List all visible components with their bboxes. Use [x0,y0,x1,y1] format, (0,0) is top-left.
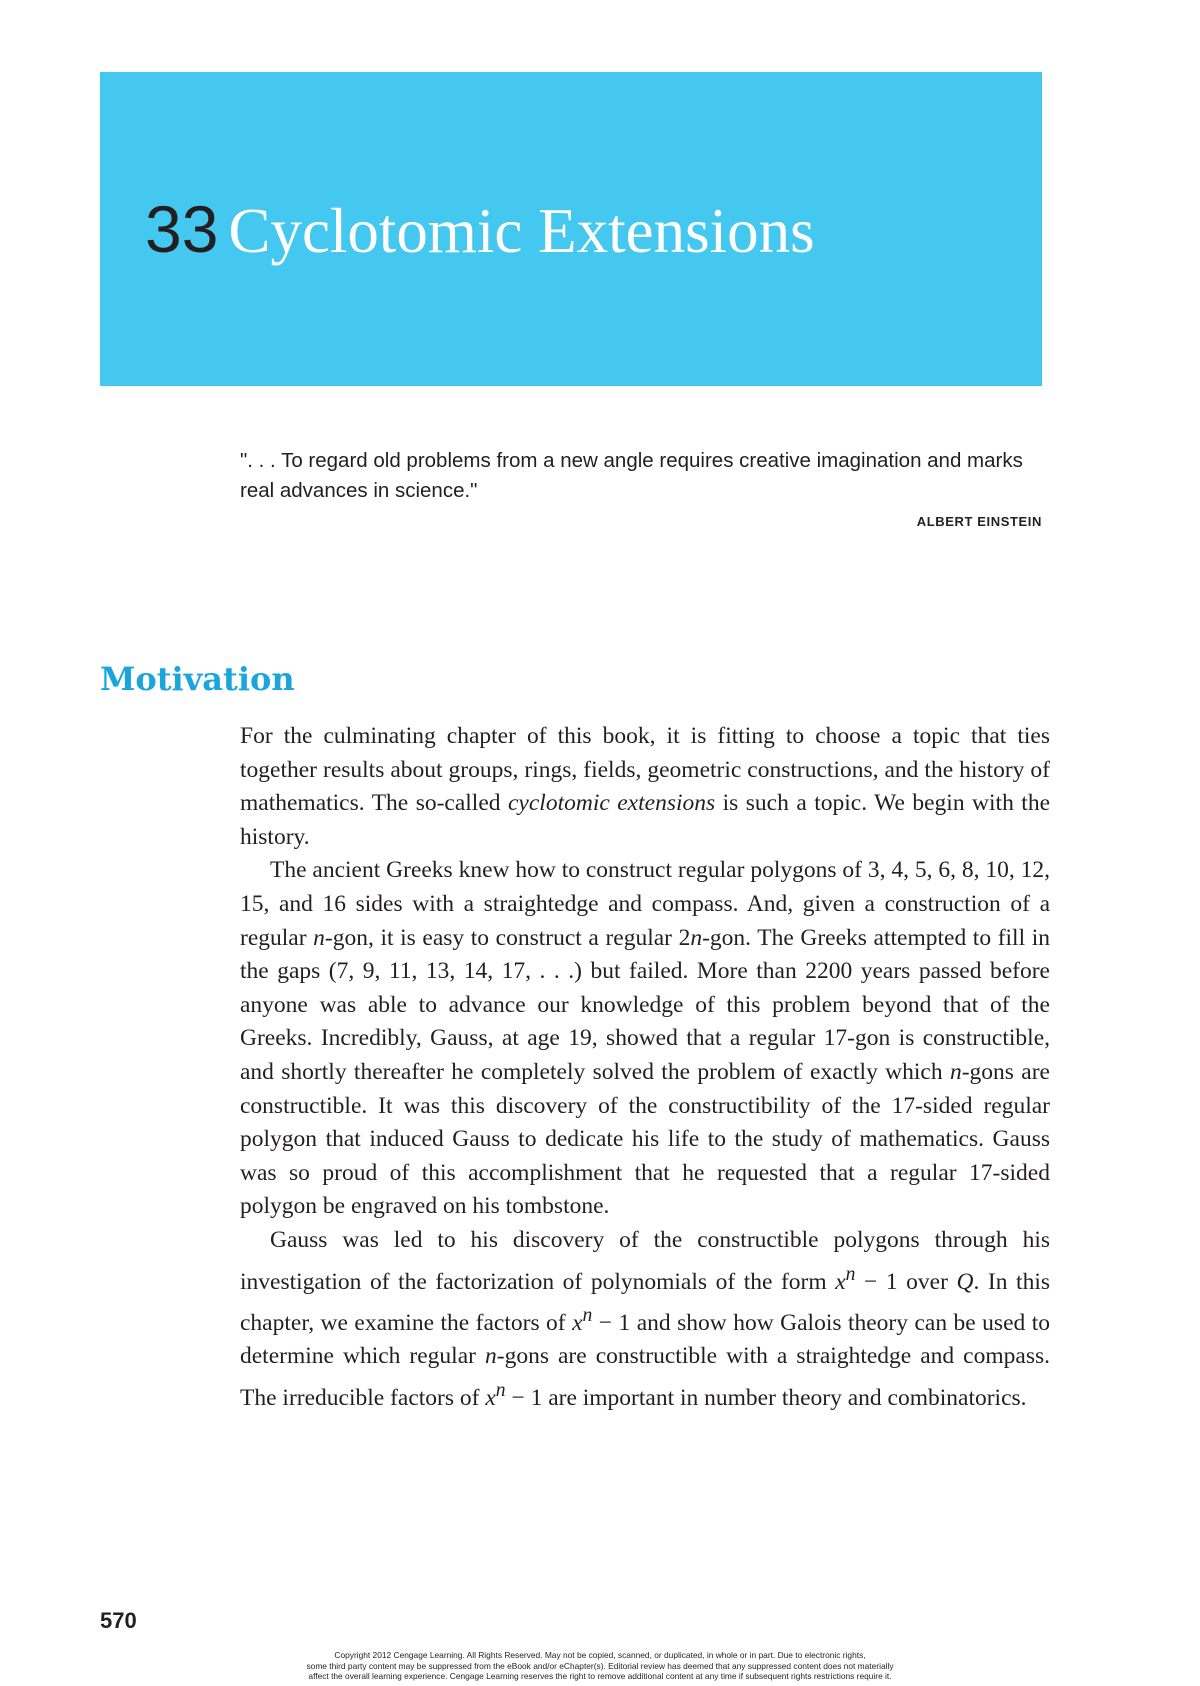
text-run: − 1 and show how Galois theory can be used to determine which regular [240,1309,1050,1370]
chapter-number: 33 [145,192,219,266]
superscript-run: n [495,1379,506,1401]
body-text [240,720,1050,1415]
text-run: Gauss was led to his discovery of the constructible polygons through his investigation of the factorization of polynomials of the form [240,1226,1050,1295]
text-run: . In this chapter, we examine the factors of [240,1268,1050,1336]
text-run: is such a topic. We begin with the history. [240,790,1051,850]
body-paragraph [240,1224,1050,1415]
text-run: For the culminating chapter of this book, it is fitting to choose a topic that ties together results about groups, rings, fields, geometric constructions, and the history of mathematics. The so-called [240,723,1050,817]
italic-run: x [572,1309,583,1336]
text-run: -gon. The Greeks attempted to fill in the gaps (7, 9, 11, 13, 14, 17, . . .) but failed. More than 2200 years passed before anyone was able to advance our knowledge of this problem beyond that of the Greeks. Incredibly, Gauss, at age 19, showed that a regular 17-gon is constructible, and shortly thereafter he completely solved the problem of exactly which [240,924,1050,1085]
italic-run: n [690,924,703,951]
body-paragraph [240,720,1050,854]
section-heading: Motivation [100,660,295,698]
chapter-title [145,192,815,266]
italic-run: n [313,924,325,951]
italic-run: Q [956,1268,974,1295]
text-run: − 1 over [855,1268,957,1295]
italic-run: n [485,1343,497,1370]
italic-run: x [485,1384,496,1411]
superscript-run: n [582,1304,593,1326]
italic-run: x [835,1268,846,1295]
copyright-line: some third party content may be suppressed from the eBook and/or eChapter(s). Editorial review has deemed that any suppressed content does not materially [306,1660,894,1671]
copyright-line: affect the overall learning experience. Cengage Learning reserves the right to remove additional content at any time if subsequent rights restrictions require it. [308,1671,892,1681]
epigraph-quote: ". . . To regard old problems from a new angle requires creative imagination and marks real advances in science." [240,449,1023,502]
text-run: -gons are constructible with a straightedge and compass. The irreducible factors of [240,1343,1050,1411]
copyright-notice [250,1650,950,1682]
body-paragraph [240,854,1050,1224]
text-run: -gon, it is easy to construct a regular 2 [324,924,691,951]
italic-run: n [949,1058,962,1085]
page-number: 570 [100,1608,137,1633]
epigraph-author: ALBERT EINSTEIN [916,514,1042,529]
copyright-line: Copyright 2012 Cengage Learning. All Rights Reserved. May not be copied, scanned, or duplicated, in whole or in part. Due to electronic rights, [334,1650,866,1660]
text-run: The ancient Greeks knew how to construct regular polygons of 3, 4, 5, 6, 8, 10, 12, 15, and 16 sides with a straightedge and compass. And, given a construction of a regular [240,857,1050,951]
text-run: − 1 are important in number theory and combinatorics. [505,1384,1027,1411]
superscript-run: n [845,1263,856,1285]
italic-run: cyclotomic extensions [508,790,716,817]
text-run: -gons are constructible. It was this discovery of the constructibility of the 17-sided regular polygon that induced Gauss to dedicate his life to the study of mathematics. Gauss was so proud of this accomplishment that he requested that a regular 17-sided polygon be engraved on his tombstone. [240,1058,1050,1220]
chapter-name: Cyclotomic Extensions [228,196,815,266]
